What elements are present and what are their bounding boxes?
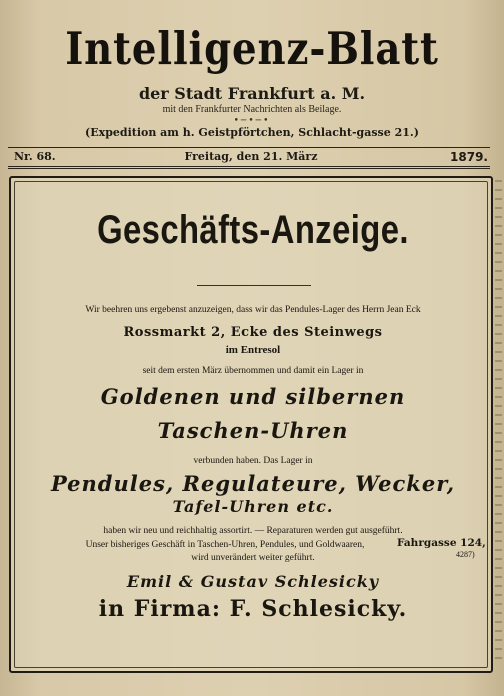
ad-floor: im Entresol — [225, 344, 281, 356]
ad-goods-gold-silver: Goldenen und silbernen — [100, 384, 406, 409]
issue-date: Freitag, den 21. März — [184, 150, 318, 163]
masthead-rule-bottom — [8, 166, 490, 169]
ad-reference-code: 4287) — [456, 550, 475, 559]
ad-goods-pocket-watches: Taschen-Uhren — [157, 418, 349, 443]
page-edge-texture — [495, 180, 502, 660]
issue-number: Nr. 68. — [14, 150, 56, 163]
ad-business-line: Unser bisheriges Geschäft in Taschen-Uhren, Pendules, und Goldwaaren, — [85, 540, 365, 550]
ad-connected-line: verbunden haben. Das Lager in — [193, 456, 313, 466]
ad-firm-name: in Firma: F. Schlesicky. — [98, 596, 408, 622]
ad-heading: Geschäfts-Anzeige. — [97, 208, 409, 252]
ad-goods-table-clocks: Tafel-Uhren etc. — [172, 497, 334, 516]
newspaper-title: Intelligenz-Blatt — [65, 22, 439, 75]
ad-address: Rossmarkt 2, Ecke des Steinwegs — [123, 325, 383, 340]
ad-continued-line: wird unverändert weiter geführt. — [191, 553, 315, 563]
ornament-divider: •─•─• — [233, 116, 271, 126]
issue-year: 1879. — [450, 150, 488, 164]
masthead — [0, 0, 504, 172]
ad-goods-clocks: Pendules, Regulateure, Wecker, — [50, 471, 456, 496]
ad-assortment-line: haben wir neu und reichhaltig assortirt. — Reparaturen werden gut ausgeführt. — [103, 526, 403, 536]
ad-heading-rule — [197, 285, 311, 286]
ad-fahrgasse: Fahrgasse 124, — [397, 537, 486, 549]
expedition-address: (Expedition am h. Geistpförtchen, Schlacht-gasse 21.) — [85, 126, 419, 139]
supplement-note: mit den Frankfurter Nachrichten als Beilage. — [162, 104, 342, 115]
advertisement-box — [9, 176, 493, 673]
newspaper-subtitle: der Stadt Frankfurt a. M. — [138, 84, 366, 103]
ad-intro-line: Wir beehren uns ergebenst anzuzeigen, dass wir das Pendules-Lager des Herrn Jean Eck — [85, 305, 421, 315]
ad-owners: Emil & Gustav Schlesicky — [126, 572, 380, 591]
issue-line — [14, 148, 488, 164]
ad-since-line: seit dem ersten März übernommen und damit ein Lager in — [142, 366, 364, 376]
